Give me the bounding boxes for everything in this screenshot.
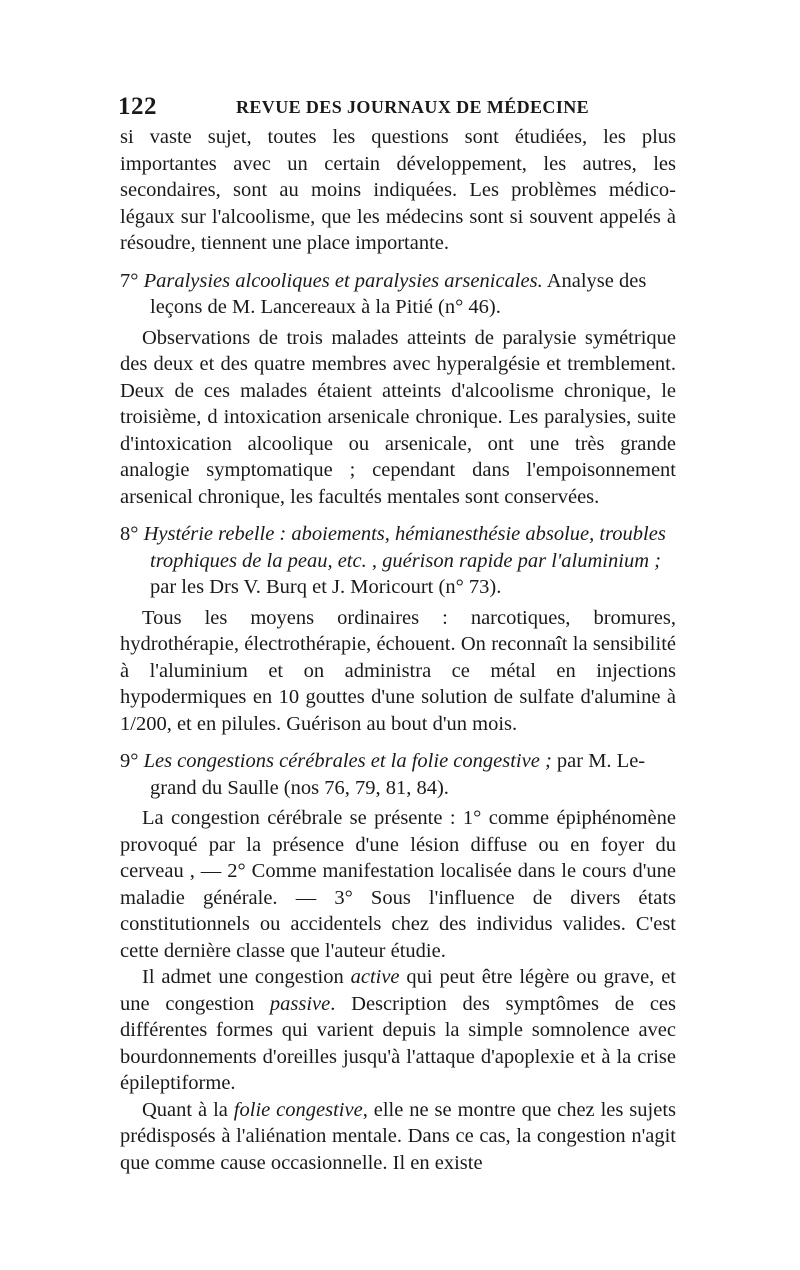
body-text <box>120 124 676 1176</box>
section-7-title-rest: Analyse des <box>546 269 647 292</box>
section-7-source: leçons de M. Lancereaux à la Pitié (n° 46). <box>150 296 501 318</box>
text-run-italic: folie congestive <box>233 1098 363 1121</box>
section-9-paragraph-2 <box>120 964 676 1097</box>
page-number: 122 <box>118 93 157 120</box>
section-8-number: 8° <box>120 523 139 545</box>
section-9-heading <box>120 748 676 801</box>
section-7-body: Observations de trois malades atteints de paralysie symétrique des deux et des quatre membres avec hyperalgésie et tremblement. Deux de ces malades étaient atteints d'alcoolisme chronique, le troisième, d intoxication arsenicale chronique. Les paralysies, suite d'intoxication alcoolique ou arsenicale, ont une très grande analogie symptomatique ; cependant dans l'empoisonnement arsenical chronique, les facultés mentales sont conservées. <box>120 326 676 508</box>
section-8-title-line2: trophiques de la peau, etc. , guérison rapide par l'aluminium ; <box>150 549 661 572</box>
section-9-source: grand du Saulle (nos 76, 79, 81, 84). <box>150 776 449 799</box>
section-8-authors: par les Drs V. Burq et J. Moricourt (n° 73). <box>150 576 502 598</box>
section-7-title: Paralysies alcooliques et paralysies arsenicales. <box>143 269 543 292</box>
text-run-italic: active <box>350 966 400 988</box>
text-run-italic: passive <box>269 992 331 1015</box>
text-run: . Description des symptômes de ces différentes formes qui varient depuis la simple somnolence avec bourdonnements d'oreilles jusqu'à l'attaque d'apoplexie et à la crise épileptiforme. <box>120 992 676 1094</box>
text-run: qui peut être légère ou grave, et une congestion <box>120 966 676 1015</box>
text-run: , elle ne se montre que chez les sujets prédisposés à l'aliénation mentale. Dans ce cas, la congestion n'agit que comme cause occasionnelle. Il en existe <box>120 1098 676 1174</box>
section-7-heading <box>120 268 676 321</box>
text-run: Quant à la <box>142 1098 234 1121</box>
text-run: Il admet une congestion <box>142 966 351 988</box>
running-head <box>118 93 678 123</box>
section-8-title-line1: Hystérie rebelle : aboiements, hémianesthésie absolue, troubles <box>143 523 666 545</box>
intro-paragraph: si vaste sujet, toutes les questions sont étudiées, les plus importantes avec un certain développement, les autres, les secondaires, sont au moins indiquées. Les problèmes médico-légaux sur l'alcoolisme, que les médecins sont si souvent appelés à résoudre, tiennent une place importante. <box>120 126 676 254</box>
section-9-paragraph-3 <box>120 1097 676 1177</box>
section-9-title: Les congestions cérébrales et la folie congestive ; <box>143 750 552 772</box>
section-9-title-rest: par M. Le- <box>556 750 646 772</box>
section-9-paragraph-1: La congestion cérébrale se présente : 1° comme épiphénomène provoqué par la présence d'une lésion diffuse ou en foyer du cerveau , — 2° Comme manifestation localisée dans le cours d'une maladie générale. — 3° Sous l'influence de divers états constitutionnels ou accidentels chez des individus valides. C'est cette dernière classe que l'auteur étudie. <box>120 807 676 962</box>
section-8-body: Tous les moyens ordinaires : narcotiques, bromures, hydrothérapie, électrothérapie, échouent. On reconnaît la sensibilité à l'aluminium et on administra ce métal en injections hypodermiques en 10 gouttes d'une solution de sulfate d'alumine à 1/200, et en pilules. Guérison au bout d'un mois. <box>120 606 676 735</box>
section-7-number: 7° <box>120 269 139 292</box>
journal-title: REVUE DES JOURNAUX DE MÉDECINE <box>236 97 590 117</box>
section-8-heading <box>120 521 676 601</box>
section-9-number: 9° <box>120 750 139 772</box>
